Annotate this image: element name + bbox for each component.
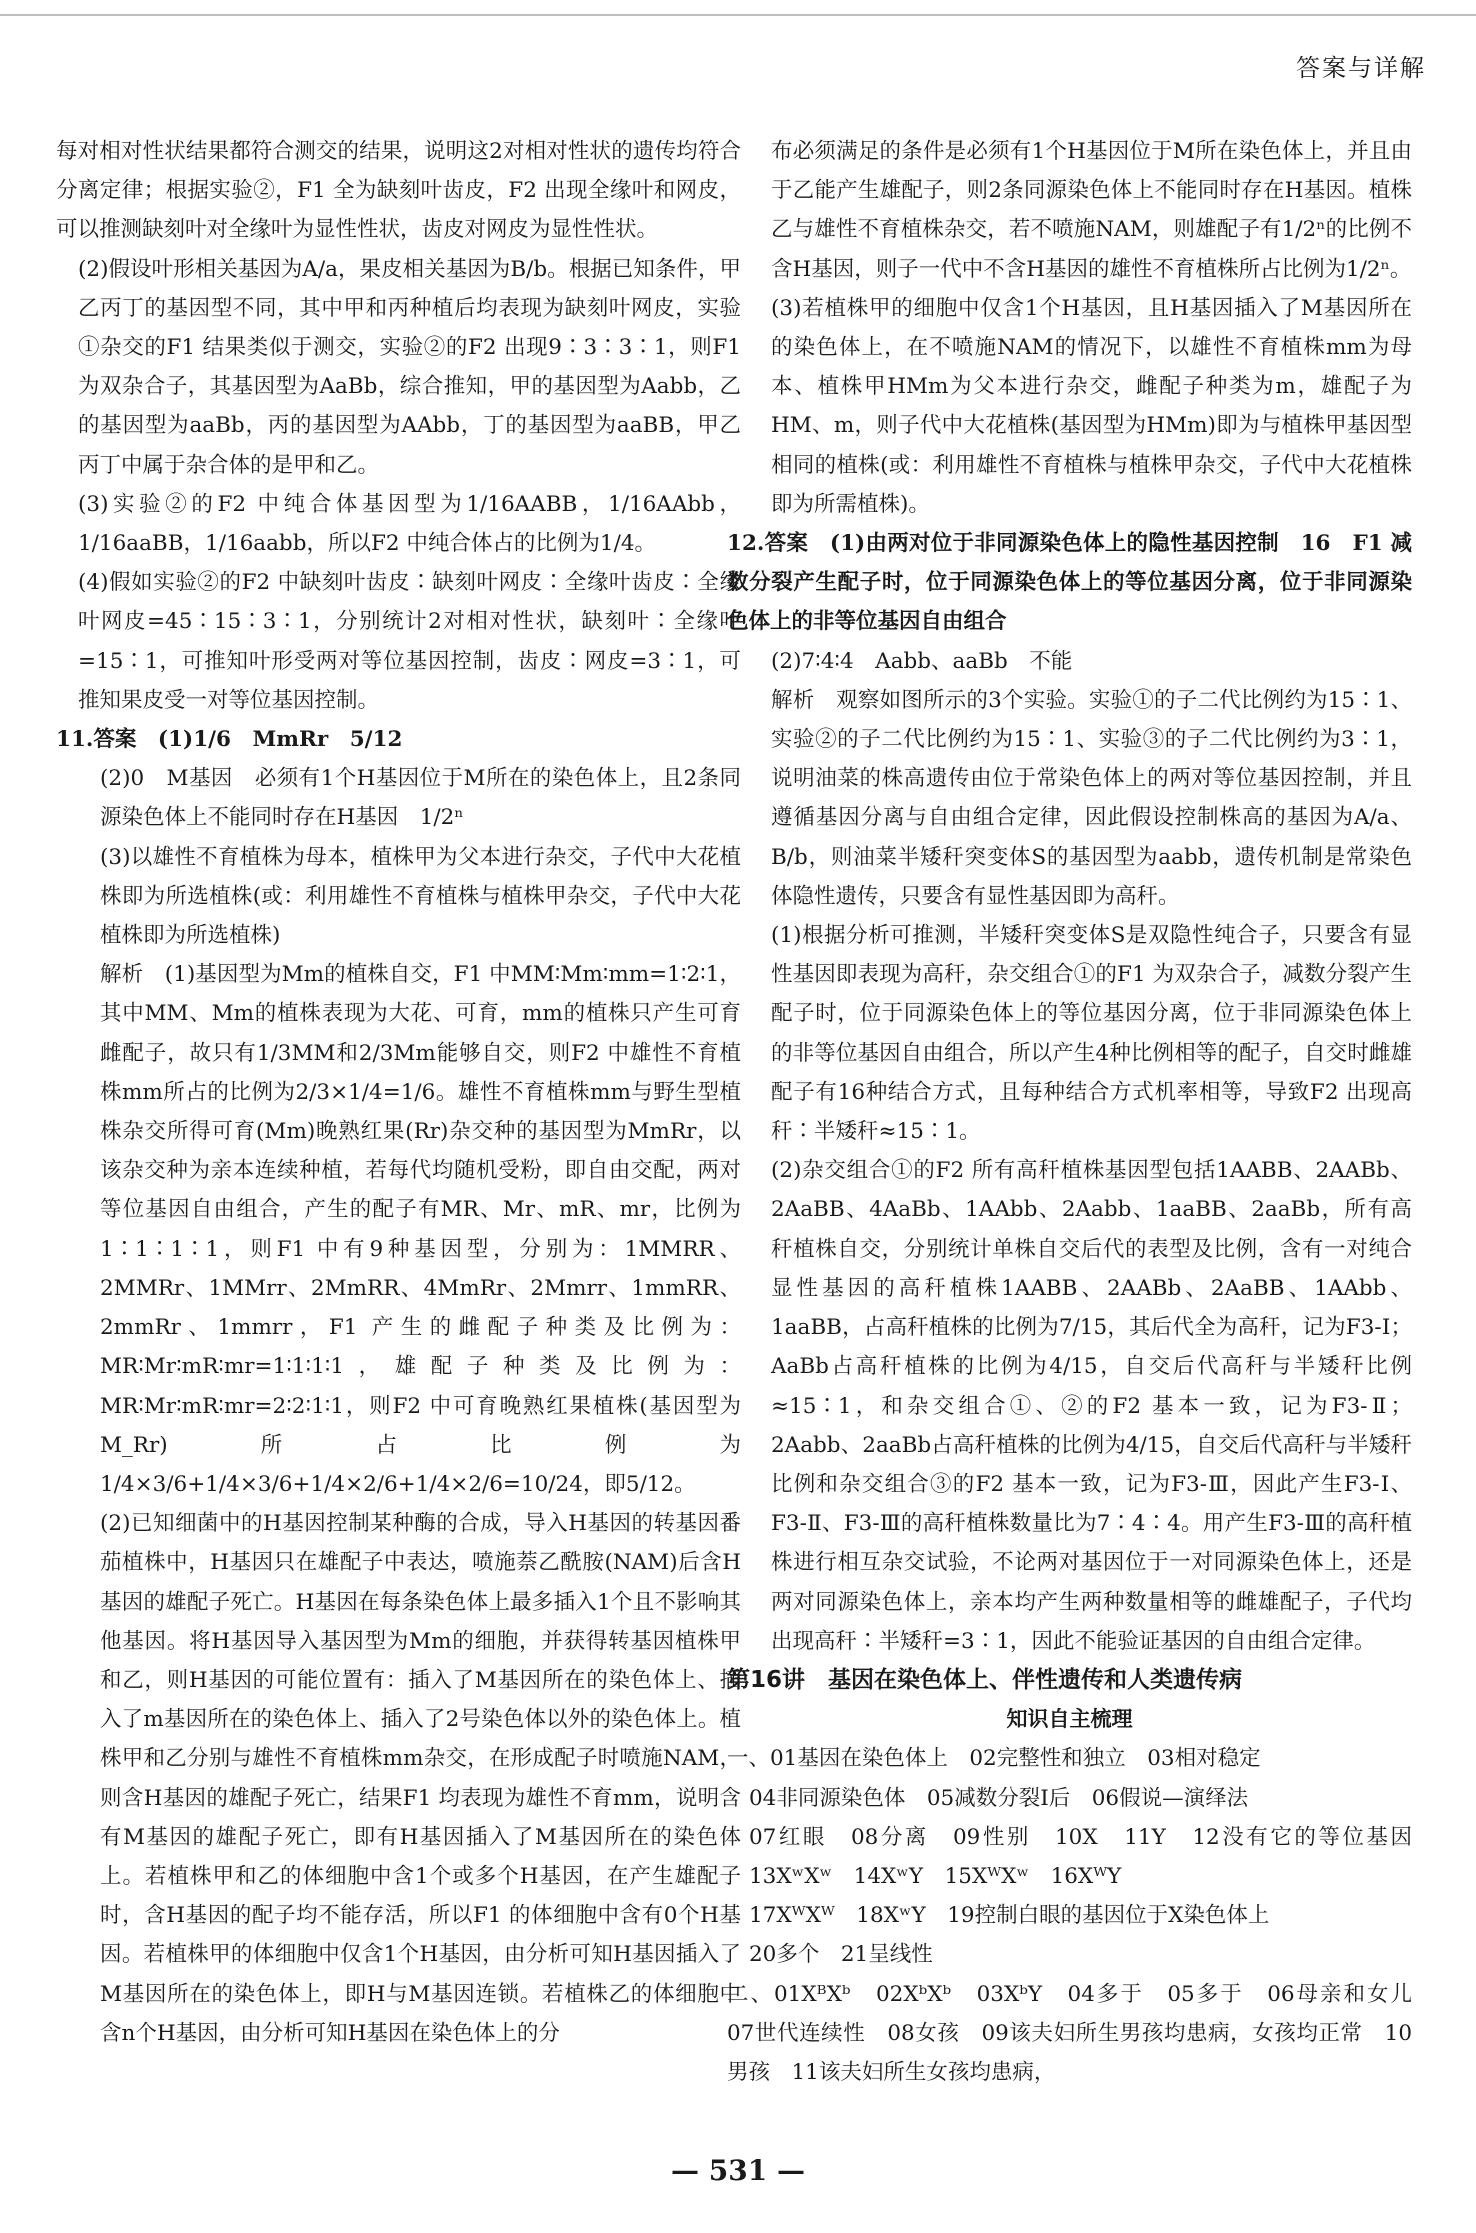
paragraph: 布必须满足的条件是必须有1个H基因位于M所在染色体上，并且由于乙能产生雄配子，则2条同源染色体上不能同时存在H基因。植株乙与雄性不育植株杂交，若不喷施NAM，则雄配子有1/2ⁿ的比例不含H基因，则子一代中不含H基因的雄性不育植株所占比例为1/2ⁿ。 — [771, 139, 1412, 282]
paragraph: (2)已知细菌中的H基因控制某种酶的合成，导入H基因的转基因番茄植株中，H基因只在雄配子中表达，喷施萘乙酰胺(NAM)后含H基因的雄配子死亡。H基因在每条染色体上最多插入1个且不影响其他基因。将H基因导入基因型为Mm的细胞，并获得转基因植株甲和乙，则H基因的可能位置有：插入了M基因所在的染色体上、插入了m基因所在的染色体上、插入了2号染色体以外的染色体上。植株甲和乙分别与雄性不育植株mm杂交，在形成配子时喷施NAM，则含H基因的雄配子死亡，结果F1 均表现为雄性不育mm，说明含有M基因的雄配子死亡，即有H基因插入了M基因所在的染色体上。若植株甲和乙的体细胞中含1个或多个H基因，在产生雄配子时，含H基因的配子均不能存活，所以F1 的体细胞中含有0个H基因。若植株甲的体细胞中仅含1个H基因，由分析可知H基因插入了M基因所在的染色体上，即H与M基因连锁。若植株乙的体细胞中含n个H基因，由分析可知H基因在染色体上的分 — [100, 1511, 741, 2046]
knowledge-line: 17XᵂXᵂ 18XʷY 19控制白眼的基因位于X染色体上 — [749, 1903, 1270, 1929]
paragraph: 每对相对性状结果都符合测交的结果，说明这2对相对性状的遗传均符合分离定律；根据实验②，F1 全为缺刻叶齿皮，F2 出现全缘叶和网皮，可以推测缺刻叶对全缘叶为显性性状，齿皮对网皮为显性性状。 — [56, 139, 741, 243]
knowledge-line: 07红眼 08分离 09性别 10X 11Y 12没有它的等位基因 13XʷXʷ 14XʷY 15XᵂXʷ 16XᵂY — [749, 1824, 1434, 1889]
paragraph: (2)假设叶形相关基因为A/a，果皮相关基因为B/b。根据已知条件，甲乙丙丁的基因型不同，其中甲和丙种植后均表现为缺刻叶网皮，实验①杂交的F1 结果类似于测交，实验②的F2 出现9∶3∶3∶1，则F1 为双杂合子，其基因型为AaBb，综合推知，甲的基因型为Aabb，乙的基因型为aaBb，丙的基因型为AAbb，丁的基因型为aaBB，甲乙丙丁中属于杂合体的是甲和乙。 — [78, 256, 741, 478]
paragraph: (2)7∶4∶4 Aabb、aaBb 不能 — [771, 648, 1073, 674]
paragraph: (2)0 M基因 必须有1个H基因位于M所在的染色体上，且2条同源染色体上不能同时存在H基因 1/2ⁿ — [100, 766, 741, 831]
knowledge-line: 二、01XᴮXᵇ 02XᵇXᵇ 03XᵇY 04多于 05多于 06母亲和女儿 07世代连续性 08女孩 09该夫妇所生男孩均患病，女孩均正常 10男孩 11该夫妇所生女孩均患病， — [727, 1981, 1434, 2085]
paragraph: (4)假如实验②的F2 中缺刻叶齿皮∶缺刻叶网皮∶全缘叶齿皮∶全缘叶网皮=45∶15∶3∶1，分别统计2对相对性状，缺刻叶∶全缘叶=15∶1，可推知叶形受两对等位基因控制，齿皮∶网皮=3∶1，可推知果皮受一对等位基因控制。 — [78, 570, 741, 713]
header-title: 答案与详解 — [1296, 54, 1426, 82]
paragraph: 解析 观察如图所示的3个实验。实验①的子二代比例约为15∶1、实验②的子二代比例约为15∶1、实验③的子二代比例约为3∶1，说明油菜的株高遗传由位于常染色体上的两对等位基因控制，并且遵循基因分离与自由组合定律，因此假设控制株高的基因为A/a、B/b，则油菜半矮秆突变体S的基因型为aabb，遗传机制是常染色体隐性遗传，只要含有显性基因即为高秆。 — [771, 687, 1412, 909]
paragraph: (3)若植株甲的细胞中仅含1个H基因，且H基因插入了M基因所在的染色体上，在不喷施NAM的情况下，以雄性不育植株mm为母本、植株甲HMm为父本进行杂交，雌配子种类为m，雄配子为HM、m，则子代中大花植株(基因型为HMm)即为与植株甲基因型相同的植株(或：利用雄性不育植株与植株甲杂交，子代中大花植株即为所需植株)。 — [771, 295, 1412, 517]
section-heading: 知识自主梳理 — [1006, 1707, 1133, 1732]
page-header — [0, 0, 1476, 90]
knowledge-line: 一、01基因在染色体上 02完整性和独立 03相对稳定 — [727, 1746, 1261, 1772]
right-column — [727, 132, 1434, 2092]
knowledge-line: 04非同源染色体 05减数分裂Ⅰ后 06假说—演绎法 — [749, 1785, 1249, 1811]
knowledge-line: 20多个 21呈线性 — [749, 1942, 933, 1968]
paragraph: (2)杂交组合①的F2 所有高秆植株基因型包括1AABB、2AABb、2AaBB、4AaBb、1AAbb、2Aabb、1aaBB、2aaBb，所有高秆植株自交，分别统计单株自交后代的表型及比例，含有一对纯合显性基因的高秆植株1AABB、2AABb、2AaBB、1AAbb、1aaBB，占高秆植株的比例为7/15，其后代全为高秆，记为F3-Ⅰ；AaBb占高秆植株的比例为4/15，自交后代高秆与半矮秆比例≈15∶1，和杂交组合①、②的F2 基本一致，记为F3-Ⅱ；2Aabb、2aaBb占高秆植株的比例为4/15，自交后代高秆与半矮秆比例和杂交组合③的F2 基本一致，记为F3-Ⅲ，因此产生F3-Ⅰ、F3-Ⅱ、F3-Ⅲ的高秆植株数量比为7∶4∶4。用产生F3-Ⅲ的高秆植株进行相互杂交试验，不论两对基因位于一对同源染色体上，还是两对同源染色体上，亲本均产生两种数量相等的雌雄配子，子代均出现高秆∶半矮秆=3∶1，因此不能验证基因的自由组合定律。 — [771, 1158, 1412, 1654]
left-column — [56, 132, 741, 2053]
paragraph: 解析 (1)基因型为Mm的植株自交，F1 中MM∶Mm∶mm=1∶2∶1，其中MM、Mm的植株表现为大花、可育，mm的植株只产生可育雌配子，故只有1/3MM和2/3Mm能够自交，则F2 中雄性不育植株mm所占的比例为2/3×1/4=1/6。雄性不育植株mm与野生型植株杂交所得可育(Mm)晚熟红果(Rr)杂交种的基因型为MmRr，以该杂交种为亲本连续种植，若每代均随机受粉，即自由交配，两对等位基因自由组合，产生的配子有MR、Mr、mR、mr，比例为1∶1∶1∶1，则F1 中有9种基因型，分别为：1MMRR、2MMRr、1MMrr、2MmRR、4MmRr、2Mmrr、1mmRR、2mmRr、1mmrr，F1 产生的雌配子种类及比例为：MR∶Mr∶mR∶mr=1∶1∶1∶1，雄配子种类及比例为：MR∶Mr∶mR∶mr=2∶2∶1∶1，则F2 中可育晚熟红果植株(基因型为M_Rr)所占比例为1/4×3/6+1/4×3/6+1/4×2/6+1/4×2/6=10/24，即5/12。 — [100, 962, 741, 1497]
answer-heading: 12.答案 (1)由两对位于非同源染色体上的隐性基因控制 16 F1 减数分裂产生配子时，位于同源染色体上的等位基因分离，位于非同源染色体上的非等位基因自由组合 — [727, 531, 1412, 635]
header-rule — [0, 14, 1476, 16]
answer-heading: 11.答案 (1)1/6 MmRr 5/12 — [56, 727, 403, 753]
paragraph: (3)实验②的F2 中纯合体基因型为1/16AABB，1/16AAbb，1/16aaBB，1/16aabb，所以F2 中纯合体占的比例为1/4。 — [78, 491, 741, 557]
paragraph: (1)根据分析可推测，半矮秆突变体S是双隐性纯合子，只要含有显性基因即表现为高秆，杂交组合①的F1 为双杂合子，减数分裂产生配子时，位于同源染色体上的等位基因分离，位于非同源染色体上的非等位基因自由组合，所以产生4种比例相等的配子，自交时雌雄配子有16种结合方式，且每种结合方式机率相等，导致F2 出现高秆∶半矮秆≈15∶1。 — [771, 923, 1412, 1145]
paragraph: (3)以雄性不育植株为母本，植株甲为父本进行杂交，子代中大花植株即为所选植株(或：利用雄性不育植株与植株甲杂交，子代中大花植株即为所选植株) — [100, 844, 741, 949]
page-number: — 531 — — [671, 2154, 805, 2187]
lecture-title: 第16讲 基因在染色体上、伴性遗传和人类遗传病 — [727, 1666, 1243, 1693]
